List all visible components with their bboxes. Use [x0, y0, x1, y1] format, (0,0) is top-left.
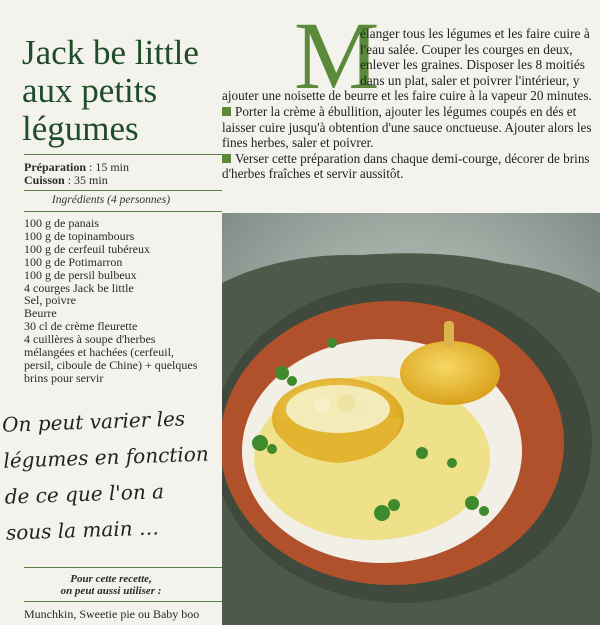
step-line: laisser cuire jusqu'à obtention d'une sauce onctueuse. Ajouter alors les — [222, 119, 592, 135]
dish-photo — [222, 213, 600, 625]
divider — [24, 601, 222, 602]
step-line: enlever les graines. Disposer les 8 moitiés — [360, 57, 585, 73]
step-line: élanger tous les légumes et les faire cuire à — [360, 26, 590, 41]
ingredient-item: 100 g de topinambours — [24, 228, 135, 243]
bullet-square-icon — [222, 107, 231, 116]
ingredient-item: mélangées et hachées (cerfeuil, — [24, 345, 174, 360]
alternatives-heading — [0, 573, 222, 597]
step-1-tail — [222, 88, 600, 104]
alternative-varieties: Munchkin, Sweetie pie ou Baby boo — [24, 607, 200, 621]
step-line: fines herbes, saler et poivrer. — [222, 135, 374, 151]
handwritten-line: On peut varier les — [1, 406, 186, 437]
vegetable-filling — [286, 385, 390, 433]
title-line: aux petits — [22, 71, 158, 110]
prep-value: : 15 min — [86, 160, 130, 174]
ingredient-item: Beurre — [24, 306, 57, 321]
prep-label: Préparation — [24, 160, 86, 174]
step-line: l'eau salée. Couper les courges en deux, — [360, 41, 573, 57]
squash-stem — [444, 321, 454, 347]
squash-lid — [400, 341, 500, 405]
ingredient-item: 30 cl de crème fleurette — [24, 319, 138, 334]
divider — [24, 567, 222, 568]
cook-label: Cuisson — [24, 173, 65, 187]
ingredient-item: 4 courges Jack be little — [24, 280, 134, 295]
ingredient-item: brins pour servir — [24, 370, 104, 385]
ingredients-list — [24, 217, 222, 385]
recipe-title — [22, 34, 222, 148]
timing-info — [24, 161, 129, 187]
handwritten-line: sous la main … — [5, 515, 160, 545]
divider — [24, 190, 222, 191]
step-1-head — [360, 26, 596, 88]
step-line: dans un plat, saler et poivrer l'intérieur, y — [360, 72, 580, 88]
divider — [24, 211, 222, 212]
ingredient-item: 100 g de panais — [24, 216, 99, 230]
step-line: Verser cette préparation dans chaque demi-courge, décorer de brins — [235, 150, 590, 166]
divider — [24, 154, 222, 155]
title-line: Jack be little — [22, 33, 199, 72]
ingredient-item: persil, ciboule de Chine) + quelques — [24, 357, 198, 372]
handwritten-line: légumes en fonction — [3, 441, 210, 473]
drop-cap: M — [294, 2, 380, 109]
ingredient-item: 4 cuillères à soupe d'herbes — [24, 332, 156, 347]
step-line: d'herbes fraîches et servir aussitôt. — [222, 166, 404, 182]
cook-value: : 35 min — [64, 173, 108, 187]
step-line: ajouter une noisette de beurre et les faire cuire à la vapeur 20 minutes. — [222, 88, 592, 104]
handwritten-line: de ce que l'on a — [4, 479, 165, 509]
ingredient-item: Sel, poivre — [24, 293, 76, 308]
title-line: légumes — [22, 109, 139, 148]
step-3 — [222, 151, 600, 182]
recipe-sidebar — [0, 0, 222, 625]
step-2 — [222, 104, 600, 151]
handwritten-note — [2, 399, 221, 550]
ingredient-item: 100 g de persil bulbeux — [24, 267, 137, 282]
bullet-square-icon — [222, 154, 231, 163]
alt-heading-line: Pour cette recette, — [70, 573, 152, 585]
step-line: Porter la crème à ébullition, ajouter les légumes coupés en dés et — [235, 104, 577, 119]
alt-heading-line: on peut aussi utiliser : — [60, 585, 162, 597]
ingredient-item: 100 g de cerfeuil tubéreux — [24, 241, 150, 256]
ingredient-item: 100 g de Potimarron — [24, 254, 123, 269]
ingredients-heading: Ingrédients (4 personnes) — [51, 194, 171, 206]
